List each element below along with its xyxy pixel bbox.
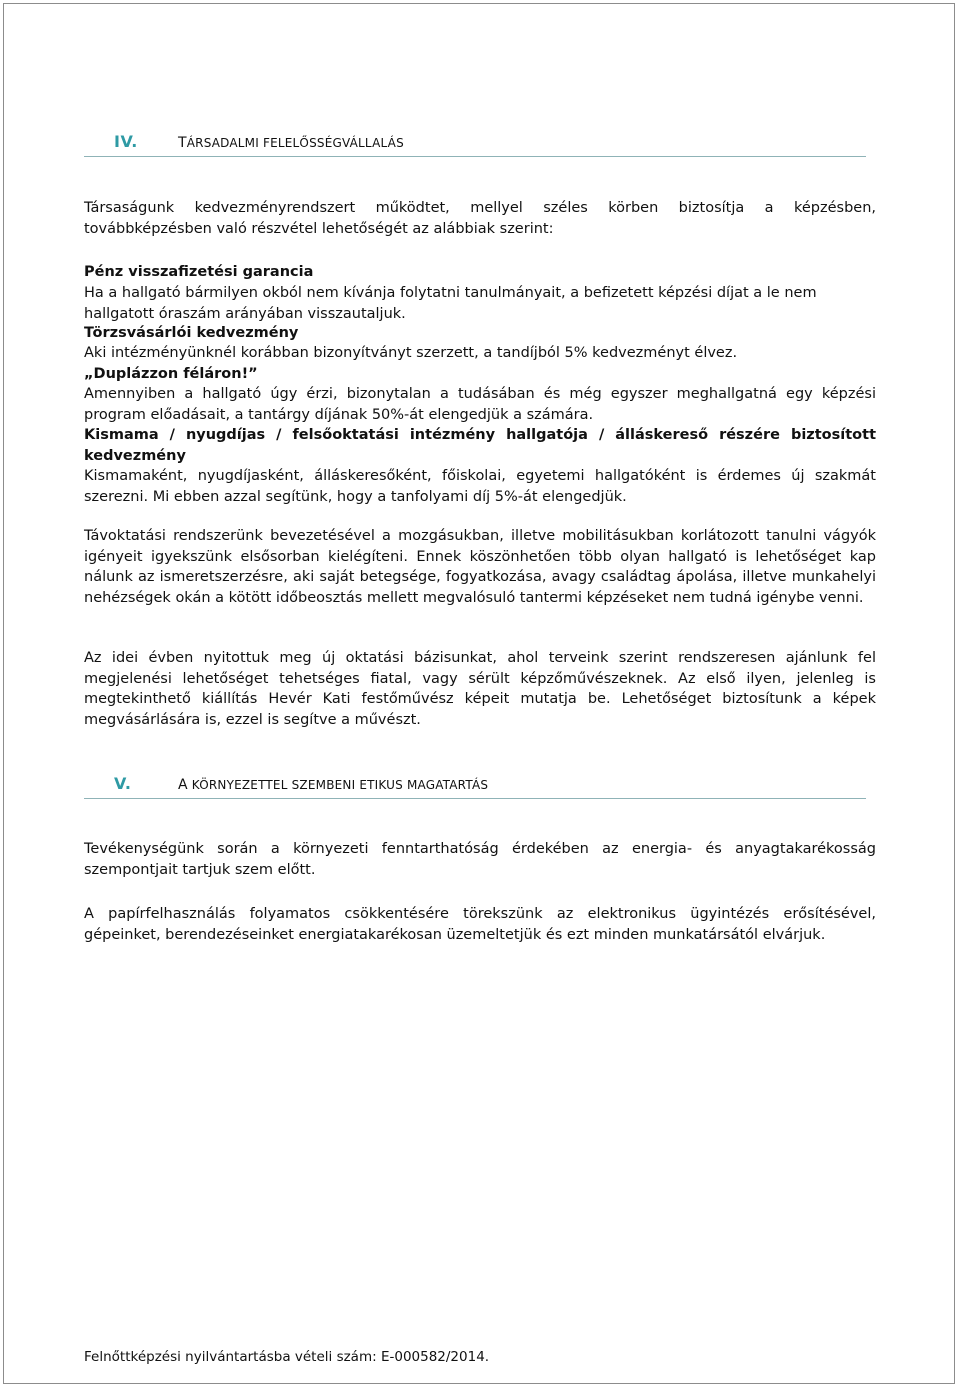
benefit-text: Aki intézményünknél korábban bizonyítványt szerzett, a tandíjból 5% kedvezményt élvez. <box>84 345 738 361</box>
benefit-text: Ha a hallgató bármilyen okból nem kívánja folytatni tanulmányait, a befizetett képzési díjat a le nem hallgatott óraszám arányában visszautaljuk. <box>84 285 817 322</box>
section-heading-v <box>84 774 866 799</box>
section-number: V. <box>114 774 132 793</box>
benefit-title: Törzsvásárlói kedvezmény <box>84 325 299 341</box>
benefit-text: Kismamaként, nyugdíjasként, álláskeresőként, főiskolai, egyetemi hallgatóként is érdemes új szakmát szerezni. Mi ebben azzal segítünk, hogy a tanfolyami díj 5%-át elengedjük. <box>84 468 876 505</box>
benefit-title: Pénz visszafizetési garancia <box>84 264 314 280</box>
section-number: IV. <box>114 132 138 151</box>
benefit-text: Amennyiben a hallgató úgy érzi, bizonytalan a tudásában és még egyszer meghallgatná egy képzési program előadásait, a tantárgy díjának 50%-át elengedjük a számára. <box>84 386 876 423</box>
environment-paragraph: Tevékenységünk során a környezeti fenntarthatóság érdekében az energia- és anyagtakarékosság szempontjait tartjuk szem előtt. <box>84 841 876 878</box>
benefit-title: Kismama / nyugdíjas / felsőoktatási intézmény hallgatója / álláskereső részére biztosított kedvezmény <box>84 427 876 464</box>
environment-paragraph: A papírfelhasználás folyamatos csökkentésére törekszünk az elektronikus ügyintézés erősítésével, gépeinket, berendezéseinket energiatakarékosan üzemeltetjük és ezt minden munkatársától elvárjuk. <box>84 906 876 943</box>
new-base-paragraph: Az idei évben nyitottuk meg új oktatási bázisunkat, ahol terveink szerint rendszeresen ajánlunk fel megjelenési lehetőséget tehetséges fiatal, vagy sérült képzőművészeknek. Az első ilyen, jelenleg is megtekinthető kiállítás Hevér Kati festőművész képeit mutatja be. Lehetőséget biztosítunk a képek megvásárlására is, ezzel is segítve a művészt. <box>84 650 876 728</box>
distance-learning-paragraph: Távoktatási rendszerünk bevezetésével a mozgásukban, illetve mobilitásukban korlátozott tanulni vágyók igényeit igyekszünk elsősorban kielégíteni. Ennek köszönhetően több olyan hallgató is lehetőséget kap nálunk az ismeretszerzésre, aki saját betegsége, fogyatkozása, avagy családtag ápolása, illetve munkahelyi nehézségek okán a kötött időbeosztás mellett megvalósuló tantermi képzéseket nem tudná igénybe venni. <box>84 528 876 606</box>
footer-registration-number: Felnőttképzési nyilvántartásba vételi szám: E-000582/2014. <box>84 1349 490 1365</box>
section-title: TÁRSADALMI FELELŐSSÉGVÁLLALÁS <box>178 135 404 151</box>
section-title: A KÖRNYEZETTEL SZEMBENI ETIKUS MAGATARTÁS <box>178 777 489 793</box>
section-heading-iv <box>84 132 866 157</box>
intro-paragraph: Társaságunk kedvezményrendszert működtet, mellyel széles körben biztosítja a képzésben, továbbképzésben való részvétel lehetőségét az alábbiak szerint: <box>84 200 876 237</box>
benefit-title: „Duplázzon féláron!” <box>84 366 258 382</box>
